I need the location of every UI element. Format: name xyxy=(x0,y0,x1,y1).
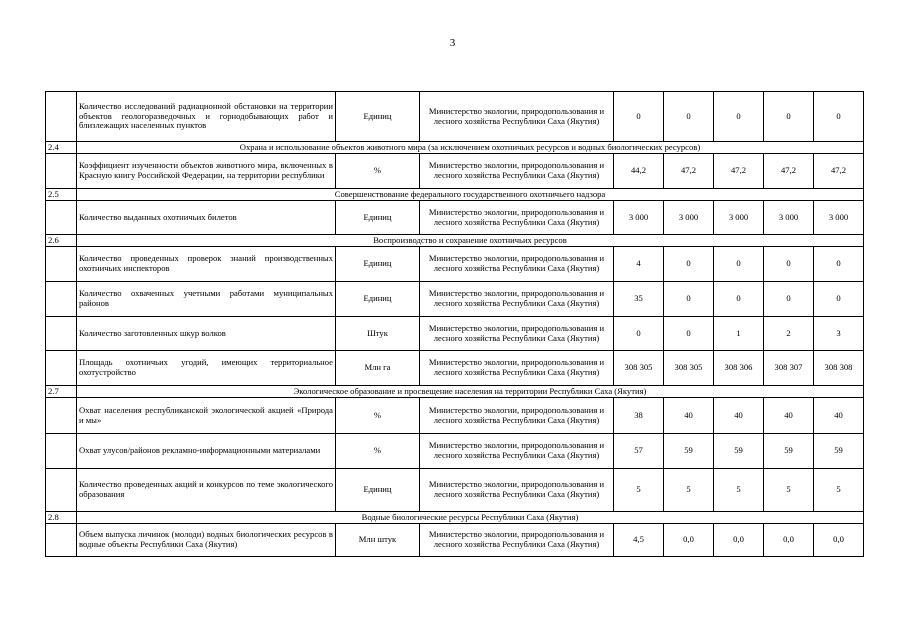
value-cell: 0 xyxy=(814,247,864,282)
value-cell: 308 305 xyxy=(614,351,664,386)
responsible-ministry: Министерство экологии, природопользования и лесного хозяйства Республики Саха (Якутия) xyxy=(420,398,614,434)
value-cell: 2 xyxy=(764,317,814,351)
section-row xyxy=(46,189,864,201)
responsible-ministry: Министерство экологии, природопользования и лесного хозяйства Республики Саха (Якутия) xyxy=(420,524,614,557)
table-body xyxy=(46,92,864,557)
value-cell: 0,0 xyxy=(814,524,864,557)
value-cell: 0 xyxy=(614,317,664,351)
value-cell: 59 xyxy=(814,434,864,469)
table-row xyxy=(46,154,864,189)
unit-cell: % xyxy=(336,434,420,469)
value-cell: 59 xyxy=(764,434,814,469)
value-cell: 4 xyxy=(614,247,664,282)
value-cell: 57 xyxy=(614,434,664,469)
value-cell: 0,0 xyxy=(764,524,814,557)
section-row xyxy=(46,142,864,154)
value-cell: 0 xyxy=(664,317,714,351)
table-row xyxy=(46,201,864,235)
responsible-ministry: Министерство экологии, природопользования и лесного хозяйства Республики Саха (Якутия) xyxy=(420,247,614,282)
row-number-cell xyxy=(46,469,77,512)
row-number-cell xyxy=(46,247,77,282)
unit-cell: % xyxy=(336,398,420,434)
responsible-ministry: Министерство экологии, природопользования и лесного хозяйства Республики Саха (Якутия) xyxy=(420,317,614,351)
value-cell: 40 xyxy=(714,398,764,434)
value-cell: 38 xyxy=(614,398,664,434)
section-number: 2.6 xyxy=(46,235,77,247)
row-number-cell xyxy=(46,434,77,469)
table-row xyxy=(46,434,864,469)
indicator-name: Количество проведенных проверок знаний производственных охотничьих инспекторов xyxy=(77,247,336,282)
table-row xyxy=(46,317,864,351)
table-row xyxy=(46,351,864,386)
value-cell: 308 305 xyxy=(664,351,714,386)
row-number-cell xyxy=(46,351,77,386)
value-cell: 0 xyxy=(814,282,864,317)
indicator-name: Охват улусов/районов рекламно-информационными материалами xyxy=(77,434,336,469)
section-title: Экологическое образование и просвещение населения на территории Республики Саха (Якутия) xyxy=(77,386,864,398)
indicator-name: Объем выпуска личинок (молоди) водных биологических ресурсов в водные объекты Республики Саха (Якутия) xyxy=(77,524,336,557)
value-cell: 0 xyxy=(814,92,864,142)
unit-cell: Единиц xyxy=(336,282,420,317)
value-cell: 0 xyxy=(764,282,814,317)
section-number: 2.7 xyxy=(46,386,77,398)
value-cell: 5 xyxy=(764,469,814,512)
responsible-ministry: Министерство экологии, природопользования и лесного хозяйства Республики Саха (Якутия) xyxy=(420,469,614,512)
table-row xyxy=(46,469,864,512)
value-cell: 5 xyxy=(614,469,664,512)
section-row xyxy=(46,235,864,247)
value-cell: 40 xyxy=(664,398,714,434)
unit-cell: Млн га xyxy=(336,351,420,386)
value-cell: 47,2 xyxy=(764,154,814,189)
row-number-cell xyxy=(46,317,77,351)
section-number: 2.4 xyxy=(46,142,77,154)
row-number-cell xyxy=(46,282,77,317)
value-cell: 308 308 xyxy=(814,351,864,386)
unit-cell: Единиц xyxy=(336,469,420,512)
section-number: 2.8 xyxy=(46,512,77,524)
value-cell: 3 000 xyxy=(614,201,664,235)
value-cell: 3 xyxy=(814,317,864,351)
value-cell: 3 000 xyxy=(664,201,714,235)
indicator-name: Охват населения республиканской экологической акцией «Природа и мы» xyxy=(77,398,336,434)
section-number: 2.5 xyxy=(46,189,77,201)
value-cell: 3 000 xyxy=(764,201,814,235)
indicator-name: Количество заготовленных шкур волков xyxy=(77,317,336,351)
value-cell: 0 xyxy=(664,282,714,317)
indicator-name: Количество охваченных учетными работами муниципальных районов xyxy=(77,282,336,317)
responsible-ministry: Министерство экологии, природопользования и лесного хозяйства Республики Саха (Якутия) xyxy=(420,282,614,317)
value-cell: 59 xyxy=(664,434,714,469)
table-row xyxy=(46,92,864,142)
value-cell: 0 xyxy=(764,92,814,142)
section-title: Совершенствование федерального государственного охотничьего надзора xyxy=(77,189,864,201)
responsible-ministry: Министерство экологии, природопользования и лесного хозяйства Республики Саха (Якутия) xyxy=(420,201,614,235)
indicator-name: Коэффициент изученности объектов животного мира, включенных в Красную книгу Российской Федерации, на территории республики xyxy=(77,154,336,189)
section-row xyxy=(46,512,864,524)
section-title: Охрана и использование объектов животного мира (за исключением охотничьих ресурсов и водных биологических ресурсов) xyxy=(77,142,864,154)
section-row xyxy=(46,386,864,398)
value-cell: 0 xyxy=(664,247,714,282)
value-cell: 5 xyxy=(664,469,714,512)
section-title: Воспроизводство и сохранение охотничьих ресурсов xyxy=(77,235,864,247)
value-cell: 47,2 xyxy=(664,154,714,189)
value-cell: 5 xyxy=(714,469,764,512)
value-cell: 0 xyxy=(614,92,664,142)
value-cell: 0 xyxy=(764,247,814,282)
responsible-ministry: Министерство экологии, природопользования и лесного хозяйства Республики Саха (Якутия) xyxy=(420,154,614,189)
section-title: Водные биологические ресурсы Республики Саха (Якутия) xyxy=(77,512,864,524)
value-cell: 59 xyxy=(714,434,764,469)
indicator-name: Количество проведенных акций и конкурсов по теме экологического образования xyxy=(77,469,336,512)
value-cell: 4,5 xyxy=(614,524,664,557)
unit-cell: Единиц xyxy=(336,201,420,235)
unit-cell: Млн штук xyxy=(336,524,420,557)
indicator-name: Площадь охотничьих угодий, имеющих территориальное охотустройство xyxy=(77,351,336,386)
table-row xyxy=(46,398,864,434)
value-cell: 40 xyxy=(764,398,814,434)
value-cell: 5 xyxy=(814,469,864,512)
unit-cell: % xyxy=(336,154,420,189)
value-cell: 0 xyxy=(664,92,714,142)
value-cell: 0,0 xyxy=(714,524,764,557)
value-cell: 35 xyxy=(614,282,664,317)
value-cell: 308 306 xyxy=(714,351,764,386)
value-cell: 44,2 xyxy=(614,154,664,189)
value-cell: 0 xyxy=(714,92,764,142)
table-row xyxy=(46,282,864,317)
row-number-cell xyxy=(46,398,77,434)
unit-cell: Единиц xyxy=(336,247,420,282)
value-cell: 3 000 xyxy=(814,201,864,235)
row-number-cell xyxy=(46,154,77,189)
table-row xyxy=(46,524,864,557)
value-cell: 3 000 xyxy=(714,201,764,235)
indicator-name: Количество исследований радиационной обстановки на территории объектов геологоразведочных и горнодобывающих работ и близлежащих населенных пунктов xyxy=(77,92,336,142)
indicators-table xyxy=(45,91,864,557)
value-cell: 40 xyxy=(814,398,864,434)
row-number-cell xyxy=(46,201,77,235)
row-number-cell xyxy=(46,92,77,142)
value-cell: 47,2 xyxy=(814,154,864,189)
value-cell: 308 307 xyxy=(764,351,814,386)
responsible-ministry: Министерство экологии, природопользования и лесного хозяйства Республики Саха (Якутия) xyxy=(420,351,614,386)
responsible-ministry: Министерство экологии, природопользования и лесного хозяйства Республики Саха (Якутия) xyxy=(420,434,614,469)
unit-cell: Штук xyxy=(336,317,420,351)
row-number-cell xyxy=(46,524,77,557)
table-row xyxy=(46,247,864,282)
indicator-name: Количество выданных охотничьих билетов xyxy=(77,201,336,235)
value-cell: 47,2 xyxy=(714,154,764,189)
unit-cell: Единиц xyxy=(336,92,420,142)
value-cell: 1 xyxy=(714,317,764,351)
value-cell: 0,0 xyxy=(664,524,714,557)
value-cell: 0 xyxy=(714,247,764,282)
value-cell: 0 xyxy=(714,282,764,317)
page-number: 3 xyxy=(449,37,456,49)
responsible-ministry: Министерство экологии, природопользования и лесного хозяйства Республики Саха (Якутия) xyxy=(420,92,614,142)
